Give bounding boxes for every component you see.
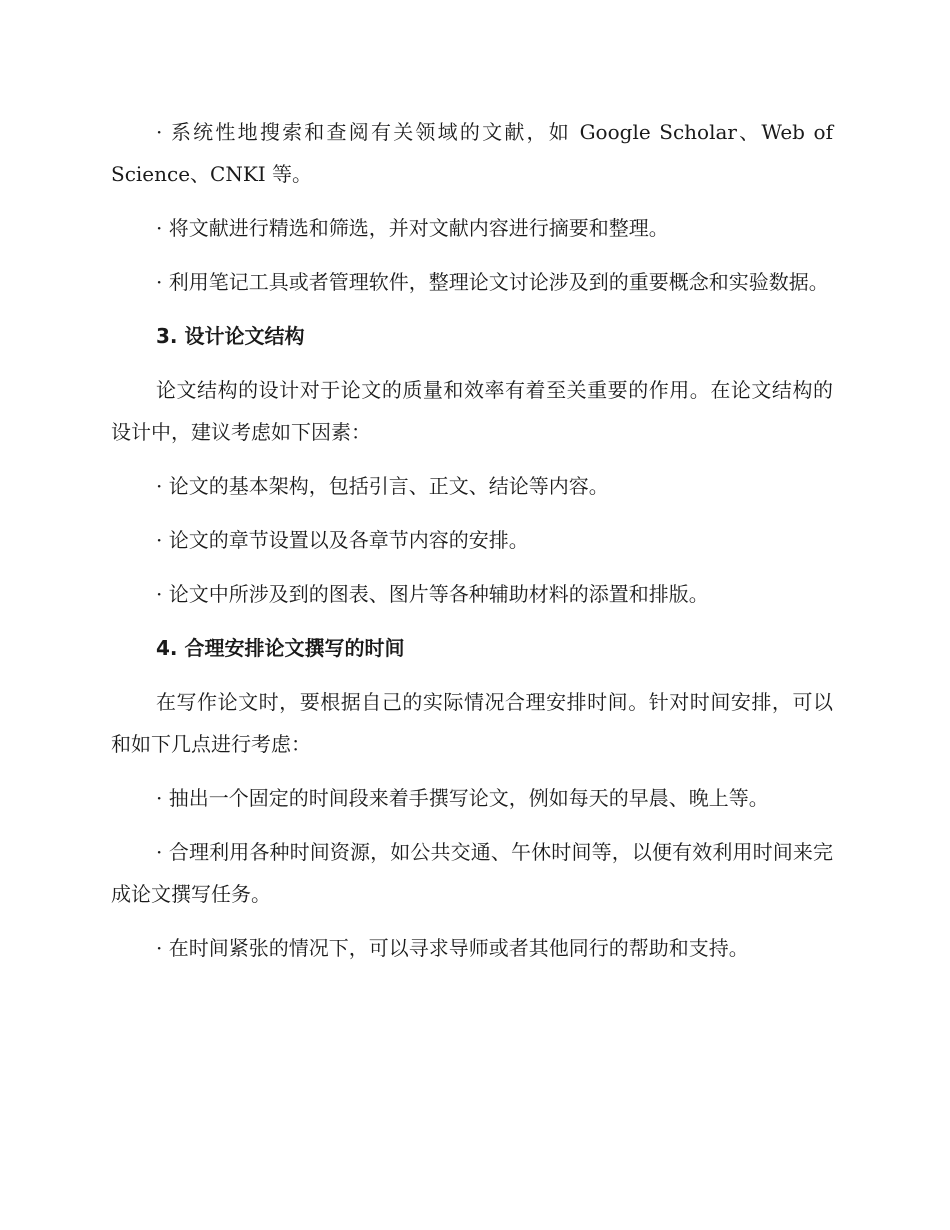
- bullet-seek-help: · 在时间紧张的情况下，可以寻求导师或者其他同行的帮助和支持。: [156, 936, 749, 960]
- document-body: [111, 111, 833, 981]
- paragraph-structure-intro: 论文结构的设计对于论文的质量和效率有着至关重要的作用。在论文结构的设计中，建议考虑如下因素：: [111, 378, 833, 444]
- bullet-basic-framework: · 论文的基本架构，包括引言、正文、结论等内容。: [156, 474, 609, 498]
- bullet-chapter-setup: · 论文的章节设置以及各章节内容的安排。: [156, 528, 529, 552]
- bullet-literature-filter: · 将文献进行精选和筛选，并对文献内容进行摘要和整理。: [156, 216, 669, 240]
- bullet-literature-search: · 系统性地搜索和查阅有关领域的文献，如 Google Scholar、Web of Science、CNKI 等。: [111, 120, 833, 186]
- bullet-figures-tables: · 论文中所涉及到的图表、图片等各种辅助材料的添置和排版。: [156, 582, 709, 606]
- paragraph-time-intro: 在写作论文时，要根据自己的实际情况合理安排时间。针对时间安排，可以和如下几点进行考虑：: [111, 690, 833, 756]
- section-heading-4: 4. 合理安排论文撰写的时间: [156, 636, 405, 660]
- bullet-fixed-time: · 抽出一个固定的时间段来着手撰写论文，例如每天的早晨、晚上等。: [156, 786, 769, 810]
- bullet-note-tools: · 利用笔记工具或者管理软件，整理论文讨论涉及到的重要概念和实验数据。: [156, 270, 829, 294]
- bullet-time-resources: · 合理利用各种时间资源，如公共交通、午休时间等，以便有效利用时间来完成论文撰写任务。: [111, 840, 833, 906]
- section-heading-3: 3. 设计论文结构: [156, 324, 305, 348]
